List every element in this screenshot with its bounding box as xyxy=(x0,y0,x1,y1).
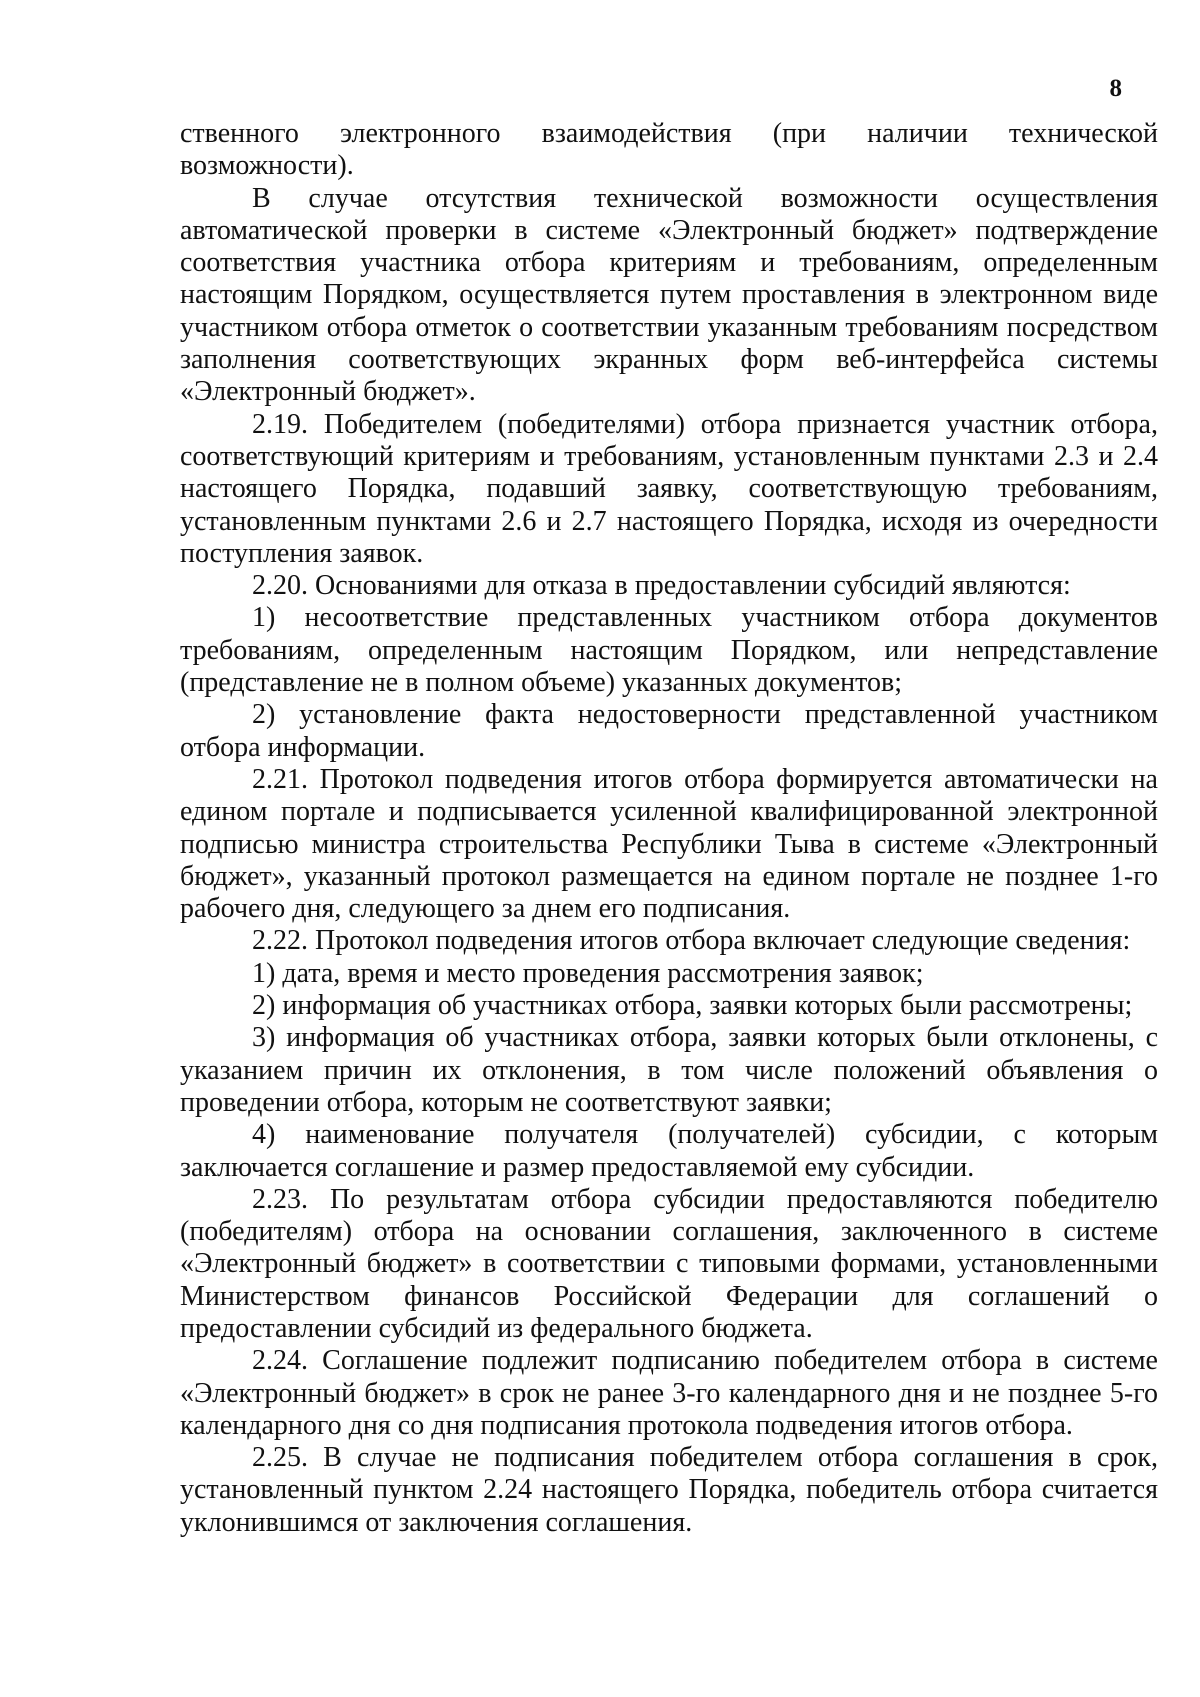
paragraph-2-21: 2.21. Протокол подведения итогов отбора формируется автоматически на едином портале и подписывается усиленной квалифицированной электронной подписью министра строительства Республики Тыва в системе «Электронный бюджет», указанный протокол размещается на едином портале не позднее 1-го рабочего дня, следующего за днем его подписания. xyxy=(180,763,1158,925)
page-number: 8 xyxy=(1109,75,1122,102)
paragraph-2-22: 2.22. Протокол подведения итогов отбора включает следующие сведения: xyxy=(252,925,1131,957)
paragraph-2-25: 2.25. В случае не подписания победителем отбора соглашения в срок, установленный пунктом 2.24 настоящего Порядка, победитель отбора считается уклонившимся от заключения соглашения. xyxy=(180,1442,1158,1538)
paragraph-2-20: 2.20. Основаниями для отказа в предоставлении субсидий являются: xyxy=(252,570,1071,602)
list-item-2-20-2: 2) установление факта недостоверности представленной участником отбора информации. xyxy=(180,699,1158,763)
paragraph-2-23: 2.23. По результатам отбора субсидии предоставляются победителю (победителям) отбора на основании соглашения, заключенного в системе «Электронный бюджет» в соответствии с типовыми формами, установленными Министерством финансов Российской Федерации для соглашений о предоставлении субсидий из федерального бюджета. xyxy=(180,1183,1158,1344)
list-item-2-20-1: 1) несоответствие представленных участником отбора документов требованиям, определенным настоящим Порядком, или непредставление (представление не в полном объеме) указанных документов; xyxy=(180,602,1158,699)
paragraph-automatic-check: В случае отсутствия технической возможности осуществления автоматической проверки в системе «Электронный бюджет» подтверждение соответствия участника отбора критериям и требованиям, определенным настоящим Порядком, осуществляется путем проставления в электронном виде участником отбора отметок о соответствии указанным требованиям посредством заполнения соответствующих экранных форм веб-интерфейса системы «Электронный бюджет». xyxy=(180,182,1158,408)
paragraph-2-19: 2.19. Победителем (победителями) отбора признается участник отбора, соответствующий критериям и требованиям, установленным пунктами 2.3 и 2.4 настоящего Порядка, подавший заявку, соответствующую требованиям, установленным пунктами 2.6 и 2.7 настоящего Порядка, исходя из очередности поступления заявок. xyxy=(180,408,1158,569)
list-item-2-22-1: 1) дата, время и место проведения рассмотрения заявок; xyxy=(252,957,924,989)
list-item-2-22-2: 2) информация об участниках отбора, заявки которых были рассмотрены; xyxy=(252,990,1133,1022)
paragraph-2-24: 2.24. Соглашение подлежит подписанию победителем отбора в системе «Электронный бюджет» в срок не ранее 3-го календарного дня и не позднее 5-го календарного дня со дня подписания протокола подведения итогов отбора. xyxy=(180,1345,1158,1441)
list-item-2-22-4: 4) наименование получателя (получателей) субсидии, с которым заключается соглашение и размер предоставляемой ему субсидии. xyxy=(180,1119,1158,1183)
paragraph-continuation: ственного электронного взаимодействия (при наличии технической возможности). xyxy=(180,118,1158,182)
document-body xyxy=(180,118,1158,1539)
list-item-2-22-3: 3) информация об участниках отбора, заявки которых были отклонены, с указанием причин их отклонения, в том числе положений объявления о проведении отбора, которым не соответствуют заявки; xyxy=(180,1022,1158,1118)
